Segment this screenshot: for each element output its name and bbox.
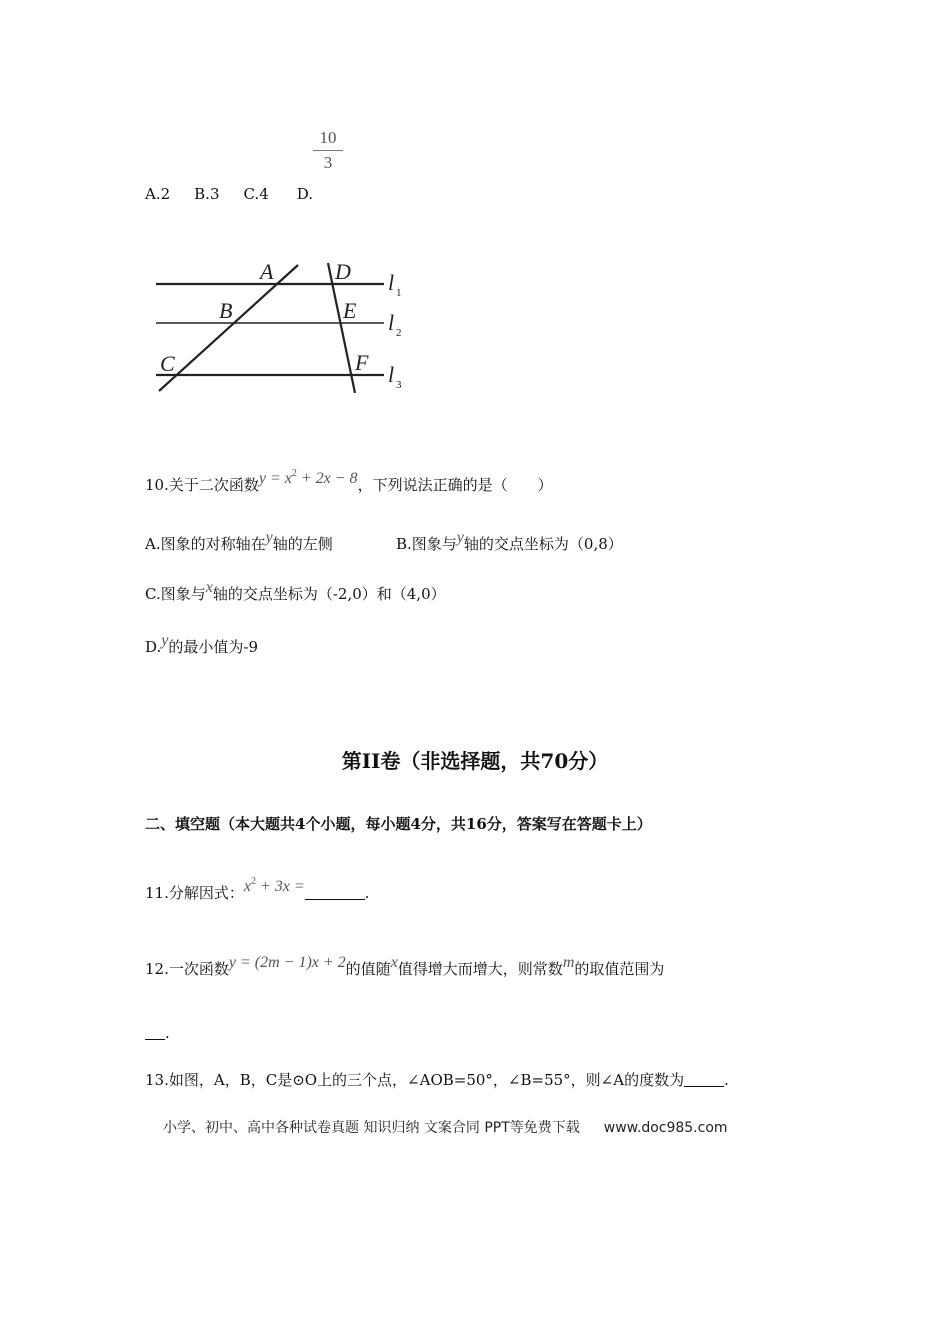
option-b: B.3 [194,185,220,203]
label-C: C [160,351,175,376]
q10-c-post: 轴的交点坐标为（-2,0）和（4,0） [212,585,446,603]
q10-option-c [145,579,446,604]
q11-answer-blank [305,885,365,900]
q11-formula-post: + 3x = [255,878,305,895]
label-E: E [343,298,357,323]
q10-d-var: y [161,632,169,649]
q13-answer-blank [684,1072,724,1087]
q11-prefix: 11.分解因式： [145,884,244,902]
q10-a-post: 轴的左侧 [272,535,333,553]
q12-end: . [165,1024,170,1042]
q10-option-a [145,529,333,554]
q10-b-post: 轴的交点坐标为（0,8） [463,535,623,553]
q10-formula-pre: y = x [258,470,292,487]
q10-suffix: ，下列说法正确的是（ ） [357,476,553,494]
option-d: D. [296,185,314,203]
q10-d-post: 的最小值为-9 [168,638,258,656]
q12-prefix: 12.一次函数 [145,960,229,978]
option-c: C.4 [243,185,269,203]
q11-formula-pre: x [243,878,251,895]
q10-formula-post: + 2x − 8 [296,470,358,487]
q12-mid1: 的值随 [345,960,391,978]
q11-formula-sup: 2 [250,876,256,887]
q10-option-b [396,529,623,554]
q10-formula-sup: 2 [291,468,297,479]
q12-formula: y = (2m − 1)x + 2 [228,954,346,971]
q13-text: 13.如图，A，B，C是⊙O上的三个点，∠AOB=50°，∠B=55°，则∠A的度数为 [145,1071,685,1089]
q12-var-m: m [562,954,575,971]
q10-stem [145,468,553,495]
q13-end: . [724,1071,729,1089]
section-fill-in-blank: 二、填空题（本大题共4个小题，每小题4分，共16分，答案写在答题卡上） [145,815,652,833]
q12 [145,954,665,979]
q11-formula [244,878,305,895]
q13 [145,1069,729,1090]
q10-prefix: 10.关于二次函数 [145,476,259,494]
label-l1-sub: 1 [396,287,402,299]
q12-mid2: 值得增大而增大，则常数 [397,960,563,978]
q11-suffix: . [364,884,370,902]
parallel-lines-figure [140,255,430,405]
fraction-numerator: 10 [319,128,337,147]
fraction-denominator: 3 [323,153,333,172]
footer-url[interactable]: www.doc985.com [603,1120,728,1136]
label-l3-sub: 3 [396,379,402,391]
footer-promo [163,1117,728,1137]
q11 [145,876,370,903]
q10-b-pre: B.图象与 [396,535,457,553]
q10-b-var: y [456,529,464,546]
q10-a-pre: A.图象的对称轴在 [145,535,266,553]
label-l2: l [388,310,395,335]
fraction-bar [313,150,343,151]
footer-text: 小学、初中、高中各种试卷真题 知识归纳 文案合同 PPT等免费下载 [163,1120,580,1136]
label-D: D [335,259,351,284]
q12-answer-line [145,1024,170,1042]
q12-answer-blank [145,1025,165,1040]
part-two-title: 第II卷（非选择题，共70分） [341,749,609,773]
q12-var-x: x [390,954,398,971]
label-B: B [219,298,233,323]
label-l1: l [388,270,395,295]
q10-a-var: y [265,529,273,546]
fraction-ten-thirds [313,128,343,173]
q10-option-d [145,632,258,657]
q10-d-pre: D. [145,638,162,656]
label-F: F [355,350,369,375]
q12-suffix: 的取值范围为 [574,960,665,978]
label-l3: l [388,362,395,387]
option-a: A.2 [145,185,171,203]
q10-c-pre: C.图象与 [145,585,206,603]
q10-formula [259,470,358,487]
q9-options [145,185,313,203]
label-A: A [260,259,274,284]
label-l2-sub: 2 [396,327,402,339]
q10-c-var: x [205,579,213,596]
